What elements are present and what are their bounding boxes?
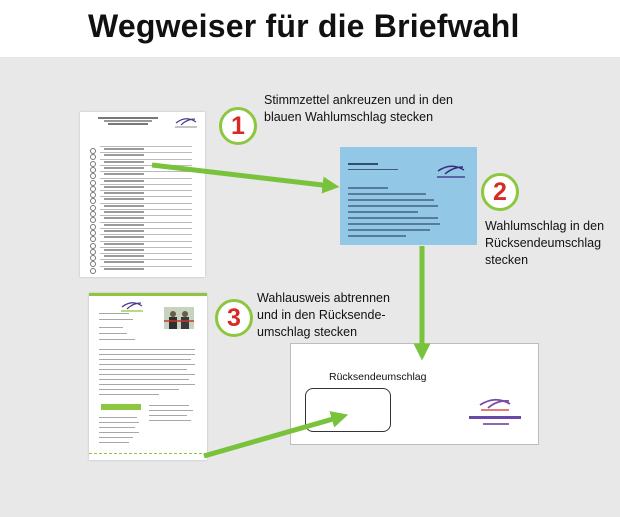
step-3-line-1: Wahlausweis abtrennen xyxy=(257,291,390,305)
step-2-line-3: stecken xyxy=(485,253,529,267)
step-3-number: 3 xyxy=(215,299,253,337)
step-1-line-2: blauen Wahlumschlag stecken xyxy=(264,110,434,124)
step-1-text xyxy=(264,92,453,126)
step-2-line-1: Wahlumschlag in den xyxy=(485,219,605,233)
step-1-line-1: Stimmzettel ankreuzen und in den xyxy=(264,93,453,107)
arrow-card-to-return xyxy=(204,417,340,456)
step-2-line-2: Rücksendeumschlag xyxy=(485,236,602,250)
step-3-line-2: und in den Rücksende- xyxy=(257,308,386,322)
step-1-number: 1 xyxy=(219,107,257,145)
page-title: Wegweiser für die Briefwahl xyxy=(88,8,520,44)
return-envelope-label: Rücksendeumschlag xyxy=(329,371,427,383)
step-3-line-3: umschlag stecken xyxy=(257,325,358,339)
step-3-text xyxy=(257,290,390,341)
step-2-number: 2 xyxy=(481,173,519,211)
arrow-ballot-to-envelope xyxy=(152,165,331,186)
step-2-text xyxy=(485,218,604,269)
